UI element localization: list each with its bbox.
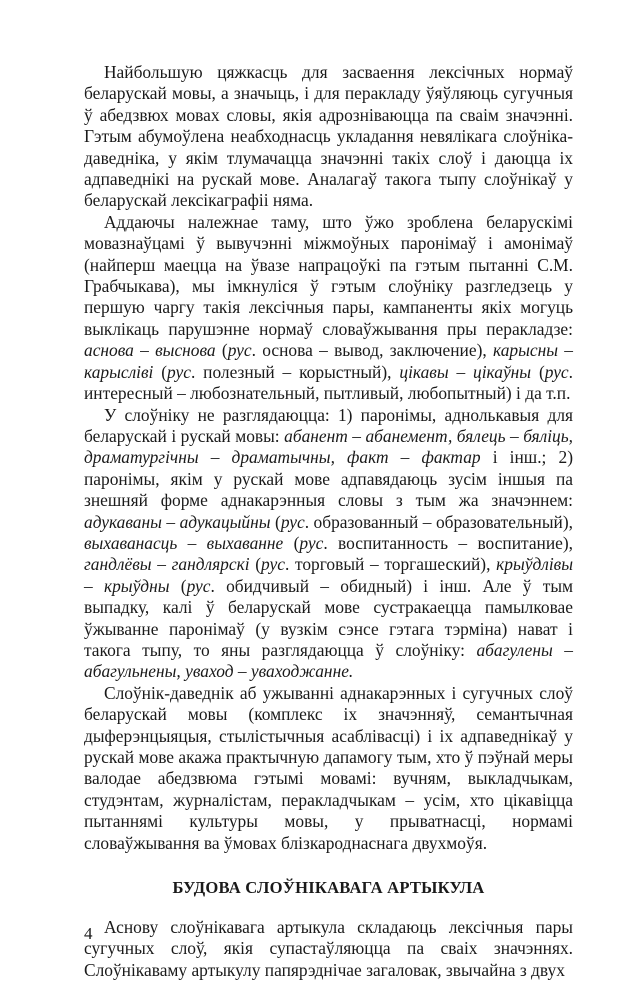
text-run: ( — [531, 361, 545, 382]
paragraph — [84, 212, 573, 405]
text-run: ( — [169, 575, 187, 596]
text-run: . полезный – корыстный), — [190, 361, 400, 382]
italic-term: рус — [299, 532, 324, 553]
structure-section — [84, 917, 573, 981]
text-run: Слоўнік-даведнік аб ужыванні аднакарэнных і сугучных слоў беларускай мовы (комплекс іх значэнняў, семантычная дыферэнцыяцыя, стылістычныя асаблівасці) і іх адпаведнікаў у рускай мове акажа практычную дапамогу тым, хто ў пэўнай меры валодае абедзвюма гэтымі мовамі: вучням, выкладчыкам, студэнтам, журналістам, перакладчыкам – усім, хто цікавіцца пытаннямі культуры мовы, у прыватнасці, нормамі словаўжывання ва ўмовах блізкароднаснага двухмоўя. — [84, 682, 573, 853]
text-run: У слоўніку не разглядаюцца: 1) паронімы, аднолькавыя для беларускай і рускай мовы: — [84, 404, 573, 446]
text-run: . обидчивый – обидный) і інш. Але ў тым выпадку, калі ў беларускай мове сустракаецца памылковае ўжыванне паронімаў (у вузкім сэнсе гэтага тэрміна) нават і такога тыпу, то яны разглядаюцца ў слоўніку: — [84, 575, 574, 660]
italic-term: карысны – карысліві — [84, 340, 573, 382]
paragraph — [84, 683, 573, 854]
italic-term: рус — [227, 340, 252, 361]
text-run: . торговый – торгашеский), — [284, 554, 497, 575]
italic-term: адукаваны – адукацыйны — [84, 511, 271, 532]
text-run: . интересный – любознательный, пытливый, любопытный) і да т.п. — [84, 361, 574, 404]
italic-term: рус — [280, 511, 305, 532]
text-run: . основа – вывод, заключение), — [251, 340, 493, 361]
page-number: 4 — [84, 924, 93, 943]
italic-term: крыўдлівы – крыўдны — [84, 554, 574, 596]
text-run: . воспитанность – воспитание), — [323, 532, 574, 553]
text-run: ( — [153, 361, 168, 382]
text-run: Аддаючы належнае таму, што ўжо зроблена беларускімі мовазнаўцамі ў вывучэнні міжмоўных паронімаў і амонімаў (найперш маецца на ўвазе напрацоўкі па гэтым пытанні С.М. Грабчыкава), мы імкнуліся ў гэтым слоўніку разгледзець у першую чаргу такія лексічныя пары, кампаненты якіх могуць выклікаць парушэнне нормаў словаўжывання пры перакладзе: — [84, 211, 573, 339]
italic-term: рус — [186, 575, 211, 596]
section-heading: БУДОВА СЛОЎНІКАВАГА АРТЫКУЛА — [172, 878, 485, 898]
text-run: ( — [283, 532, 300, 553]
italic-term: аснова – выснова — [84, 340, 216, 361]
text-run: ( — [249, 554, 262, 575]
italic-term: цікавы – цікаўны — [399, 361, 532, 382]
page-body — [84, 62, 573, 981]
text-run: ( — [215, 340, 228, 361]
text-run: і інш.; 2) паронімы, якім у рускай мове адпавядаюць зусім іншыя па знешняй форме аднакарэнныя словы з тым жа значэннем: — [84, 447, 573, 511]
text-run: Аснову слоўнікавага артыкула складаюць лексічныя пары сугучных слоў, якія супастаўляюцца па сваіх значэннях. Слоўнікаваму артыкулу папярэднічае загаловак, звычайна з двух — [84, 917, 573, 980]
italic-term: гандлёвы – гандлярскі — [84, 554, 250, 575]
italic-term: выхаванасць – выхаванне — [84, 532, 284, 553]
italic-term: рус — [544, 361, 569, 382]
italic-term: рус — [167, 361, 191, 382]
paragraph — [84, 405, 573, 683]
italic-term: абагулены – абагульнены, уваход – уваходжанне. — [84, 639, 573, 682]
italic-term: рус — [261, 554, 285, 575]
italic-term: абанент – абанемент, бялець – бяліць, драматургічны – драматычны, факт – фактар — [84, 425, 573, 468]
text-run: . образованный – образовательный), — [304, 511, 573, 532]
text-run: Найбольшую цяжкасць для засваення лексічных нормаў беларускай мовы, а значыць, і для перакладу ўяўляюць сугучныя ў абедзвюх мовах словы, якія адрознiваюцца па сваім значэнні. Гэтым абумоўлена неабходнасць укладання невялікага слоўніка-даведніка, у якім тлумачацца значэнні такіх слоў і даюцца іх адпаведнікі на рускай мове. Аналагаў такога тыпу слоўнікаў у беларускай лексікаграфіі няма. — [84, 62, 573, 211]
paragraph — [84, 62, 573, 212]
paragraph — [84, 917, 573, 981]
text-run: ( — [270, 511, 281, 532]
intro-section — [84, 62, 573, 854]
